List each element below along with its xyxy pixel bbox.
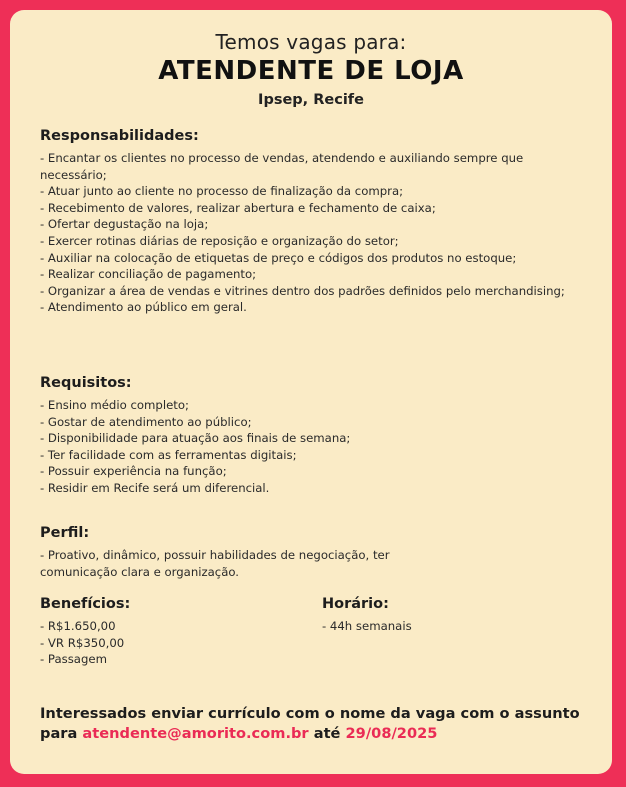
- list-item: - Atendimento ao público em geral.: [40, 300, 247, 315]
- list-item: - Ofertar degustação na loja;: [40, 217, 209, 232]
- responsibilities-list: [40, 150, 570, 316]
- profile-heading: Perfil:: [40, 525, 90, 541]
- list-item: - Residir em Recife será um diferencial.: [40, 480, 270, 495]
- list-item: - Gostar de atendimento ao público;: [40, 414, 252, 429]
- benefits-section: [40, 596, 280, 668]
- requirements-section: [40, 375, 570, 497]
- list-item: - R$1.650,00: [40, 619, 116, 633]
- footer-text-until: até: [308, 725, 346, 742]
- contact-email[interactable]: atendente@amorito.com.br: [82, 725, 309, 742]
- list-item: - Exercer rotinas diárias de reposição e organização do setor;: [40, 233, 399, 248]
- profile-text: - Proativo, dinâmico, possuir habilidades de negociação, ter comunicação clara e organização.: [40, 548, 390, 579]
- responsibilities-heading: Responsabilidades:: [40, 128, 199, 144]
- job-location: Ipsep, Recife: [258, 92, 364, 108]
- list-item: - Organizar a área de vendas e vitrines dentro dos padrões definidos pelo merchandising;: [40, 283, 565, 298]
- benefits-list: [40, 618, 280, 668]
- schedule-heading: Horário:: [322, 596, 389, 612]
- list-item: - Auxiliar na colocação de etiquetas de preço e códigos dos produtos no estoque;: [40, 250, 517, 265]
- footer-text: Interessados enviar currículo com o nome da vaga com o assunto para: [40, 705, 580, 742]
- list-item: - Encantar os clientes no processo de vendas, atendendo e auxiliando sempre que necessário;: [40, 151, 524, 182]
- schedule-list: [322, 618, 542, 635]
- responsibilities-section: [40, 128, 570, 316]
- list-item: - Atuar junto ao cliente no processo de finalização da compra;: [40, 184, 404, 199]
- list-item: - 44h semanais: [322, 619, 412, 633]
- lead-text: Temos vagas para:: [215, 30, 407, 54]
- job-title: ATENDENTE DE LOJA: [158, 56, 464, 86]
- deadline-date: 29/08/2025: [345, 725, 438, 742]
- requirements-heading: Requisitos:: [40, 375, 132, 391]
- application-instructions: [40, 704, 580, 744]
- list-item: - Disponibilidade para atuação aos finais de semana;: [40, 431, 351, 446]
- benefits-heading: Benefícios:: [40, 596, 131, 612]
- profile-section: [40, 525, 570, 580]
- list-item: - Realizar conciliação de pagamento;: [40, 267, 257, 282]
- list-item: - VR R$350,00: [40, 635, 125, 650]
- list-item: - Recebimento de valores, realizar abertura e fechamento de caixa;: [40, 200, 436, 215]
- list-item: - Ensino médio completo;: [40, 398, 189, 412]
- list-item: - Possuir experiência na função;: [40, 464, 227, 479]
- list-item: - Passagem: [40, 652, 107, 667]
- requirements-list: [40, 397, 570, 497]
- list-item: - Ter facilidade com as ferramentas digitais;: [40, 447, 297, 462]
- schedule-section: [322, 596, 542, 635]
